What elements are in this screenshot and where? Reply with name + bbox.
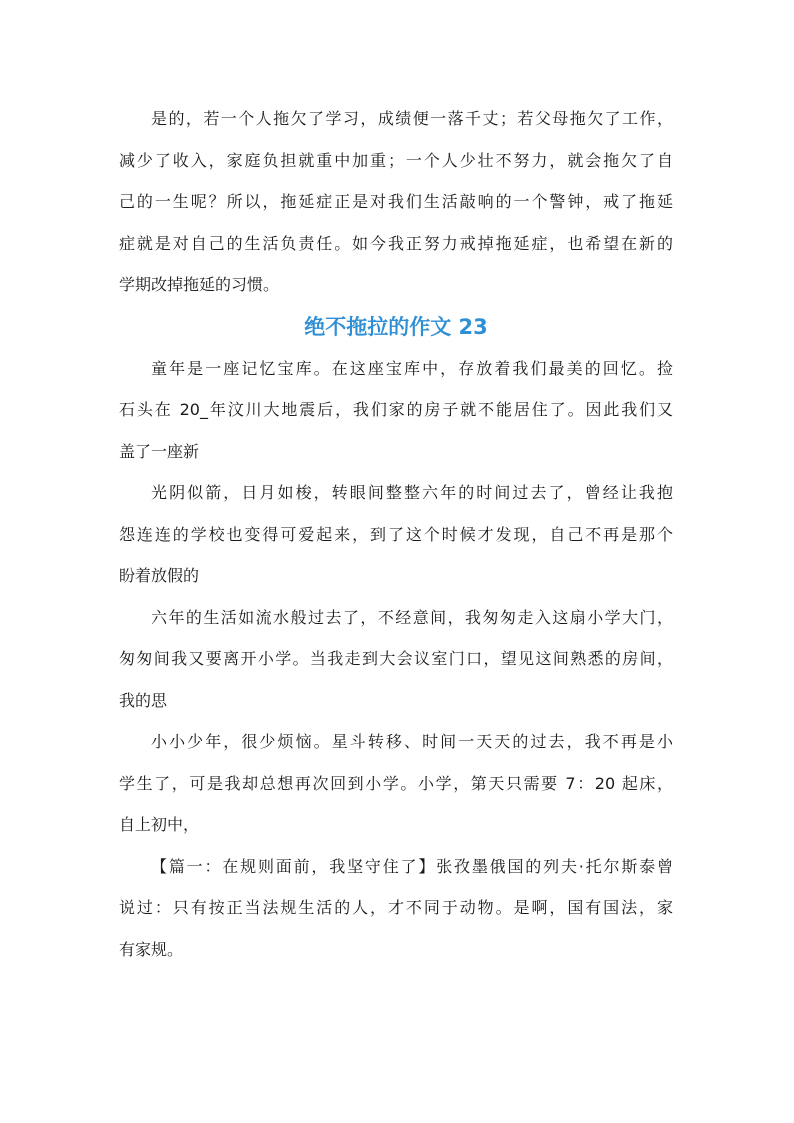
text-line: 是的，若一个人拖欠了学习，成绩便一落千丈；若父母拖欠了工作， <box>151 109 673 128</box>
text-line: 减少了收入，家庭负担就重中加重；一个人少壮不努力，就会拖欠了自 <box>119 150 673 170</box>
text-line: 小小少年，很少烦恼。星斗转移、时间一天天的过去，我不再是小 <box>151 732 673 751</box>
text-line: 盖了一座新 <box>119 441 200 461</box>
paragraph-text <box>119 846 673 971</box>
paragraph-text <box>119 348 673 473</box>
section-heading: 绝不拖拉的作文 23 <box>304 314 488 339</box>
text-line: 六年的生活如流水般过去了，不经意间，我匆匆走入这扇小学大门， <box>151 607 673 627</box>
text-line: 己的一生呢？所以，拖延症正是对我们生活敲响的一个警钟，戒了拖延 <box>119 192 673 211</box>
text-line: 怨连连的学校也变得可爱起来，到了这个时候才发现，自己不再是那个 <box>119 524 673 544</box>
text-line: 自上初中， <box>119 815 200 834</box>
text-line: 学期改掉拖延的习惯。 <box>119 275 280 294</box>
text-line: 石头在 20_年汶川大地震后，我们家的房子就不能居住了。因此我们又 <box>119 400 673 419</box>
text-line: 匆匆间我又要离开小学。当我走到大会议室门口，望见这间熟悉的房间， <box>119 649 673 668</box>
text-line: 症就是对自己的生活负责任。如今我正努力戒掉拖延症，也希望在新的 <box>119 233 673 253</box>
text-line: 盼着放假的 <box>119 566 200 585</box>
paragraph-text <box>119 597 673 722</box>
paragraph-text <box>119 98 673 306</box>
document-page <box>119 98 673 970</box>
text-line: 说过：只有按正当法规生活的人，才不同于动物。是啊，国有国法，家 <box>119 898 673 917</box>
paragraph <box>119 98 673 306</box>
text-line: 我的思 <box>119 690 168 710</box>
paragraph-text <box>119 472 673 597</box>
text-line: 学生了，可是我却总想再次回到小学。小学，第天只需要 7：20 起床， <box>119 773 673 793</box>
text-line: 【篇一：在规则面前，我坚守住了】张孜墨俄国的列夫·托尔斯泰曾 <box>151 856 673 876</box>
text-line: 光阴似箭，日月如梭，转眼间整整六年的时间过去了，曾经让我抱 <box>151 483 673 502</box>
text-line: 童年是一座记忆宝库。在这座宝库中，存放着我们最美的回忆。捡 <box>151 358 673 378</box>
paragraph-text <box>119 721 673 846</box>
text-line: 有家规。 <box>119 939 184 959</box>
